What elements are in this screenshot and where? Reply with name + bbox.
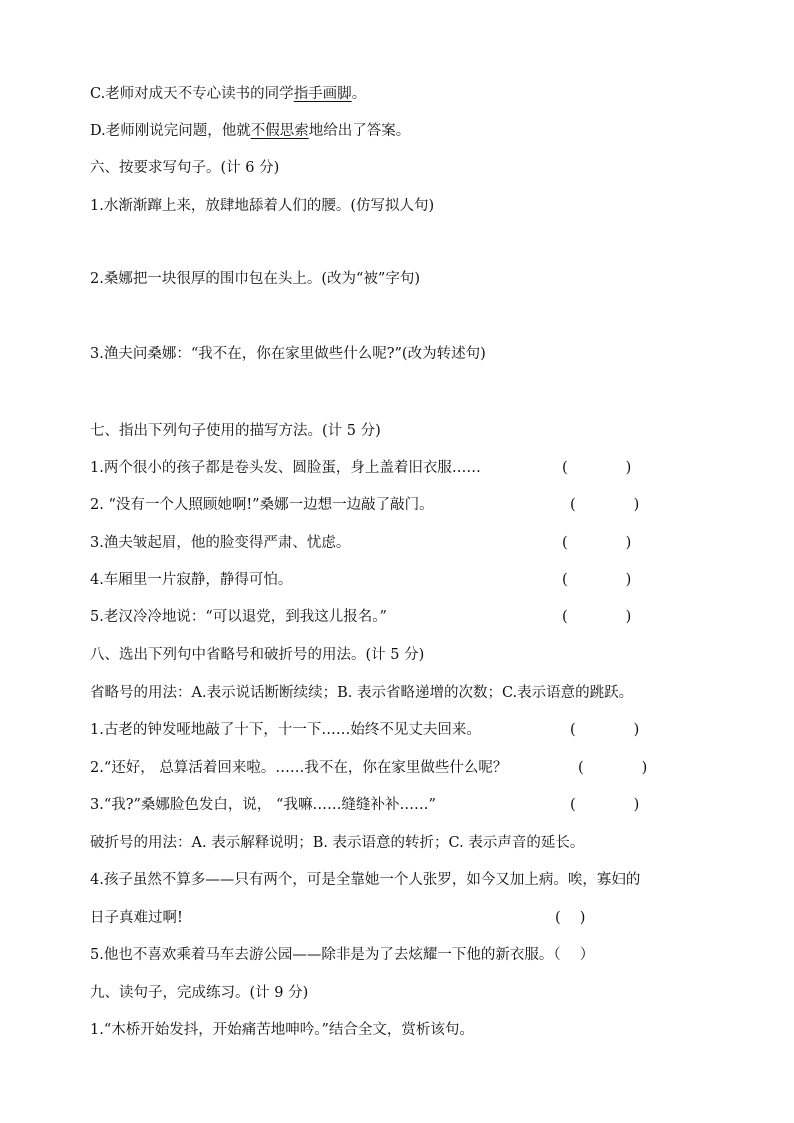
question-text: 5.老汉冷冷地说：“可以退党，到我这儿报名。” (90, 609, 387, 625)
usage-options: 省略号的用法：A.表示说话断断续续；B. 表示省略递增的次数；C.表示语意的跳跃。 (90, 685, 634, 701)
question-text: 日子真难过啊! (90, 910, 183, 926)
section-heading: 八、选出下列句中省略号和破折号的用法。(计 5 分) (90, 647, 425, 663)
answer-blank: ( ) (555, 910, 586, 926)
answer-blank: ( ) (570, 797, 640, 813)
question-text: 3.渔夫问桑娜：“我不在，你在家里做些什么呢?”(改为转述句) (90, 346, 486, 362)
underlined-idiom: 指手画脚 (293, 86, 352, 102)
question-text: 5.他也不喜欢乘着马车去游公园——除非是为了去炫耀一下他的新衣服。（ ） (90, 947, 595, 963)
option-c: C.老师对成天不专心读书的同学指手画脚。 (90, 86, 367, 102)
usage-options: 破折号的用法：A. 表示解释说明；B. 表示语意的转折；C. 表示声音的延长。 (90, 835, 585, 851)
question-text: 3.渔夫皱起眉，他的脸变得严肃、忧虑。 (90, 535, 351, 551)
section-heading: 六、按要求写句子。(计 6 分) (90, 160, 280, 176)
underlined-idiom: 不假思索 (250, 123, 309, 139)
question-text: 1.古老的钟发哑地敲了十下，十一下……始终不见丈夫回来。 (90, 722, 481, 738)
section-heading: 九、读句子，完成练习。(计 9 分) (90, 985, 309, 1001)
answer-blank: ( ) (578, 760, 648, 776)
section-heading: 七、指出下列句子使用的描写方法。(计 5 分) (90, 423, 381, 439)
question-text: 4.车厢里一片寂静，静得可怕。 (90, 572, 293, 588)
question-text: 2.桑娜把一块很厚的围巾包在头上。(改为“被”字句) (90, 271, 420, 287)
answer-blank: ( ) (570, 497, 640, 513)
question-text: 1.两个很小的孩子都是卷头发、圆脸蛋，身上盖着旧衣服…… (90, 460, 481, 476)
question-text: 1.水渐渐蹿上来，放肆地舔着人们的腰。(仿写拟人句) (90, 198, 435, 214)
question-text: 3.“我?”桑娜脸色发白，说， “我嘛……缝缝补补……” (90, 797, 436, 813)
answer-blank: ( ) (562, 572, 632, 588)
question-text: 2.“还好， 总算活着回来啦。……我不在，你在家里做些什么呢？ (90, 760, 508, 776)
question-text: 1.“木桥开始发抖，开始痛苦地呻吟。”结合全文，赏析该句。 (90, 1022, 474, 1038)
answer-blank: ( ) (562, 535, 632, 551)
question-text: 2. “没有一个人照顾她啊!”桑娜一边想一边敲了敲门。 (90, 497, 434, 513)
question-text: 4.孩子虽然不算多——只有两个，可是全靠她一个人张罗，如今又加上病。唉，寡妇的 (90, 872, 641, 888)
answer-blank: ( ) (570, 722, 640, 738)
option-d: D.老师刚说完问题，他就不假思索地给出了答案。 (90, 123, 411, 139)
answer-blank: ( ) (562, 609, 632, 625)
answer-blank: ( ) (562, 460, 632, 476)
